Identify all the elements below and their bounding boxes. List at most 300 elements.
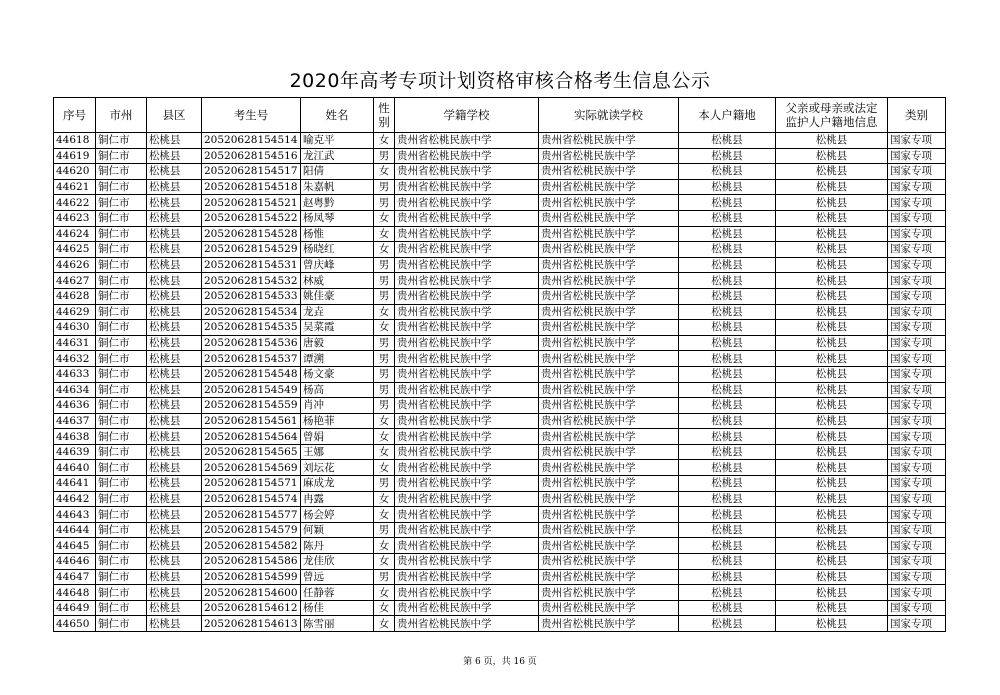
- cell-guardian-household: 松桃县: [776, 460, 888, 476]
- cell-category: 国家专项: [888, 335, 946, 351]
- cell-gender: 男: [374, 257, 395, 273]
- cell-index: 44643: [54, 507, 96, 523]
- cell-city: 铜仁市: [96, 351, 147, 367]
- cell-guardian-household: 松桃县: [776, 164, 888, 180]
- cell-index: 44619: [54, 148, 96, 164]
- cell-index: 44621: [54, 179, 96, 195]
- cell-own-household: 松桃县: [679, 320, 776, 336]
- cell-index: 44627: [54, 273, 96, 289]
- cell-index: 44620: [54, 164, 96, 180]
- cell-county: 松桃县: [147, 476, 202, 492]
- cell-name: 谭溯: [301, 351, 374, 367]
- cell-county: 松桃县: [147, 179, 202, 195]
- cell-city: 铜仁市: [96, 460, 147, 476]
- cell-index: 44632: [54, 351, 96, 367]
- cell-city: 铜仁市: [96, 257, 147, 273]
- cell-name: 麻成龙: [301, 476, 374, 492]
- cell-gender: 男: [374, 288, 395, 304]
- cell-county: 松桃县: [147, 429, 202, 445]
- cell-guardian-household: 松桃县: [776, 476, 888, 492]
- cell-city: 铜仁市: [96, 616, 147, 632]
- cell-actual-school: 贵州省松桃民族中学: [539, 585, 679, 601]
- cell-exam-number: 20520628154521: [202, 195, 301, 211]
- table-row: [54, 616, 946, 632]
- cell-category: 国家专项: [888, 398, 946, 414]
- cell-own-household: 松桃县: [679, 382, 776, 398]
- cell-index: 44638: [54, 429, 96, 445]
- cell-exam-number: 20520628154537: [202, 351, 301, 367]
- table-row: [54, 210, 946, 226]
- cell-county: 松桃县: [147, 133, 202, 149]
- cell-gender: 女: [374, 320, 395, 336]
- cell-city: 铜仁市: [96, 164, 147, 180]
- cell-city: 铜仁市: [96, 476, 147, 492]
- cell-index: 44618: [54, 133, 96, 149]
- cell-index: 44649: [54, 600, 96, 616]
- cell-registered-school: 贵州省松桃民族中学: [395, 179, 539, 195]
- cell-county: 松桃县: [147, 164, 202, 180]
- cell-guardian-household: 松桃县: [776, 382, 888, 398]
- cell-category: 国家专项: [888, 569, 946, 585]
- cell-gender: 女: [374, 444, 395, 460]
- cell-index: 44631: [54, 335, 96, 351]
- table-row: [54, 398, 946, 414]
- cell-exam-number: 20520628154533: [202, 288, 301, 304]
- cell-gender: 女: [374, 491, 395, 507]
- cell-category: 国家专项: [888, 476, 946, 492]
- cell-name: 肖冲: [301, 398, 374, 414]
- cell-gender: 女: [374, 133, 395, 149]
- cell-exam-number: 20520628154532: [202, 273, 301, 289]
- cell-name: 杨凤琴: [301, 210, 374, 226]
- page-title: 2020年高考专项计划资格审核合格考生信息公示: [289, 70, 711, 92]
- cell-category: 国家专项: [888, 148, 946, 164]
- cell-category: 国家专项: [888, 491, 946, 507]
- cell-gender: 男: [374, 179, 395, 195]
- cell-index: 44636: [54, 398, 96, 414]
- cell-city: 铜仁市: [96, 320, 147, 336]
- cell-exam-number: 20520628154565: [202, 444, 301, 460]
- cell-registered-school: 贵州省松桃民族中学: [395, 382, 539, 398]
- cell-county: 松桃县: [147, 257, 202, 273]
- cell-guardian-household: 松桃县: [776, 148, 888, 164]
- cell-index: 44637: [54, 413, 96, 429]
- table-row: [54, 320, 946, 336]
- cell-own-household: 松桃县: [679, 476, 776, 492]
- cell-name: 龙江武: [301, 148, 374, 164]
- header-row: [54, 98, 946, 133]
- cell-city: 铜仁市: [96, 522, 147, 538]
- cell-exam-number: 20520628154517: [202, 164, 301, 180]
- cell-actual-school: 贵州省松桃民族中学: [539, 320, 679, 336]
- cell-category: 国家专项: [888, 382, 946, 398]
- cell-category: 国家专项: [888, 366, 946, 382]
- cell-gender: 女: [374, 554, 395, 570]
- cell-exam-number: 20520628154531: [202, 257, 301, 273]
- cell-guardian-household: 松桃县: [776, 242, 888, 258]
- cell-gender: 男: [374, 382, 395, 398]
- cell-exam-number: 20520628154516: [202, 148, 301, 164]
- cell-actual-school: 贵州省松桃民族中学: [539, 351, 679, 367]
- cell-city: 铜仁市: [96, 335, 147, 351]
- table-row: [54, 460, 946, 476]
- cell-index: 44624: [54, 226, 96, 242]
- cell-county: 松桃县: [147, 616, 202, 632]
- col-header-city: 市州: [96, 98, 147, 133]
- table-row: [54, 133, 946, 149]
- cell-county: 松桃县: [147, 210, 202, 226]
- cell-guardian-household: 松桃县: [776, 522, 888, 538]
- cell-registered-school: 贵州省松桃民族中学: [395, 195, 539, 211]
- cell-county: 松桃县: [147, 335, 202, 351]
- cell-own-household: 松桃县: [679, 133, 776, 149]
- cell-guardian-household: 松桃县: [776, 133, 888, 149]
- cell-city: 铜仁市: [96, 273, 147, 289]
- table-row: [54, 273, 946, 289]
- cell-own-household: 松桃县: [679, 164, 776, 180]
- cell-exam-number: 20520628154579: [202, 522, 301, 538]
- cell-category: 国家专项: [888, 195, 946, 211]
- cell-category: 国家专项: [888, 351, 946, 367]
- col-header-own-household: 本人户籍地: [679, 98, 776, 133]
- cell-actual-school: 贵州省松桃民族中学: [539, 179, 679, 195]
- cell-name: 冉露: [301, 491, 374, 507]
- table-row: [54, 257, 946, 273]
- cell-guardian-household: 松桃县: [776, 226, 888, 242]
- cell-gender: 女: [374, 226, 395, 242]
- col-header-actual-school: 实际就读学校: [539, 98, 679, 133]
- table-row: [54, 538, 946, 554]
- cell-county: 松桃县: [147, 304, 202, 320]
- cell-category: 国家专项: [888, 429, 946, 445]
- cell-own-household: 松桃县: [679, 226, 776, 242]
- cell-guardian-household: 松桃县: [776, 398, 888, 414]
- cell-gender: 女: [374, 304, 395, 320]
- cell-county: 松桃县: [147, 554, 202, 570]
- cell-actual-school: 贵州省松桃民族中学: [539, 210, 679, 226]
- cell-name: 阳倩: [301, 164, 374, 180]
- cell-registered-school: 贵州省松桃民族中学: [395, 460, 539, 476]
- cell-category: 国家专项: [888, 226, 946, 242]
- cell-own-household: 松桃县: [679, 585, 776, 601]
- cell-own-household: 松桃县: [679, 148, 776, 164]
- cell-gender: 男: [374, 195, 395, 211]
- cell-county: 松桃县: [147, 413, 202, 429]
- cell-gender: 女: [374, 507, 395, 523]
- cell-city: 铜仁市: [96, 382, 147, 398]
- cell-exam-number: 20520628154528: [202, 226, 301, 242]
- cell-category: 国家专项: [888, 554, 946, 570]
- cell-actual-school: 贵州省松桃民族中学: [539, 226, 679, 242]
- cell-name: 龙佳欣: [301, 554, 374, 570]
- cell-registered-school: 贵州省松桃民族中学: [395, 242, 539, 258]
- table-row: [54, 476, 946, 492]
- cell-gender: 男: [374, 476, 395, 492]
- cell-registered-school: 贵州省松桃民族中学: [395, 320, 539, 336]
- cell-guardian-household: 松桃县: [776, 273, 888, 289]
- cell-guardian-household: 松桃县: [776, 320, 888, 336]
- cell-registered-school: 贵州省松桃民族中学: [395, 585, 539, 601]
- table-row: [54, 164, 946, 180]
- col-header-guardian-household: 父亲或母亲或法定监护人户籍地信息: [776, 98, 888, 133]
- cell-own-household: 松桃县: [679, 554, 776, 570]
- col-header-category: 类别: [888, 98, 946, 133]
- cell-city: 铜仁市: [96, 413, 147, 429]
- cell-registered-school: 贵州省松桃民族中学: [395, 522, 539, 538]
- cell-own-household: 松桃县: [679, 195, 776, 211]
- cell-actual-school: 贵州省松桃民族中学: [539, 413, 679, 429]
- cell-county: 松桃县: [147, 507, 202, 523]
- cell-actual-school: 贵州省松桃民族中学: [539, 616, 679, 632]
- cell-name: 曾庆峰: [301, 257, 374, 273]
- cell-city: 铜仁市: [96, 288, 147, 304]
- cell-gender: 男: [374, 351, 395, 367]
- cell-category: 国家专项: [888, 242, 946, 258]
- cell-own-household: 松桃县: [679, 210, 776, 226]
- cell-name: 曾远: [301, 569, 374, 585]
- cell-gender: 男: [374, 366, 395, 382]
- cell-gender: 女: [374, 429, 395, 445]
- cell-own-household: 松桃县: [679, 444, 776, 460]
- cell-actual-school: 贵州省松桃民族中学: [539, 288, 679, 304]
- cell-city: 铜仁市: [96, 304, 147, 320]
- cell-index: 44646: [54, 554, 96, 570]
- cell-registered-school: 贵州省松桃民族中学: [395, 476, 539, 492]
- cell-index: 44622: [54, 195, 96, 211]
- table-row: [54, 382, 946, 398]
- cell-actual-school: 贵州省松桃民族中学: [539, 366, 679, 382]
- cell-name: 林威: [301, 273, 374, 289]
- cell-category: 国家专项: [888, 288, 946, 304]
- cell-county: 松桃县: [147, 382, 202, 398]
- cell-exam-number: 20520628154600: [202, 585, 301, 601]
- cell-guardian-household: 松桃县: [776, 210, 888, 226]
- cell-exam-number: 20520628154549: [202, 382, 301, 398]
- cell-own-household: 松桃县: [679, 600, 776, 616]
- cell-registered-school: 贵州省松桃民族中学: [395, 444, 539, 460]
- cell-index: 44626: [54, 257, 96, 273]
- cell-index: 44650: [54, 616, 96, 632]
- cell-name: 杨艳菲: [301, 413, 374, 429]
- cell-index: 44647: [54, 569, 96, 585]
- table-row: [54, 351, 946, 367]
- cell-registered-school: 贵州省松桃民族中学: [395, 429, 539, 445]
- cell-guardian-household: 松桃县: [776, 554, 888, 570]
- cell-name: 龙垚: [301, 304, 374, 320]
- cell-index: 44633: [54, 366, 96, 382]
- cell-gender: 男: [374, 335, 395, 351]
- cell-own-household: 松桃县: [679, 538, 776, 554]
- cell-county: 松桃县: [147, 569, 202, 585]
- cell-county: 松桃县: [147, 538, 202, 554]
- cell-own-household: 松桃县: [679, 522, 776, 538]
- table-row: [54, 522, 946, 538]
- cell-guardian-household: 松桃县: [776, 335, 888, 351]
- cell-actual-school: 贵州省松桃民族中学: [539, 164, 679, 180]
- table-row: [54, 600, 946, 616]
- cell-gender: 男: [374, 398, 395, 414]
- cell-category: 国家专项: [888, 600, 946, 616]
- cell-guardian-household: 松桃县: [776, 429, 888, 445]
- cell-exam-number: 20520628154564: [202, 429, 301, 445]
- candidate-table: [53, 97, 946, 632]
- cell-county: 松桃县: [147, 600, 202, 616]
- table-row: [54, 179, 946, 195]
- cell-city: 铜仁市: [96, 195, 147, 211]
- cell-county: 松桃县: [147, 242, 202, 258]
- cell-registered-school: 贵州省松桃民族中学: [395, 226, 539, 242]
- table-row: [54, 366, 946, 382]
- cell-gender: 男: [374, 522, 395, 538]
- cell-county: 松桃县: [147, 288, 202, 304]
- cell-registered-school: 贵州省松桃民族中学: [395, 273, 539, 289]
- cell-exam-number: 20520628154561: [202, 413, 301, 429]
- cell-name: 朱嘉帆: [301, 179, 374, 195]
- table-row: [54, 444, 946, 460]
- cell-exam-number: 20520628154529: [202, 242, 301, 258]
- cell-actual-school: 贵州省松桃民族中学: [539, 569, 679, 585]
- cell-own-household: 松桃县: [679, 429, 776, 445]
- cell-guardian-household: 松桃县: [776, 444, 888, 460]
- cell-name: 杨会婷: [301, 507, 374, 523]
- cell-exam-number: 20520628154612: [202, 600, 301, 616]
- cell-name: 吴菜霞: [301, 320, 374, 336]
- cell-category: 国家专项: [888, 320, 946, 336]
- cell-actual-school: 贵州省松桃民族中学: [539, 335, 679, 351]
- cell-registered-school: 贵州省松桃民族中学: [395, 413, 539, 429]
- table-row: [54, 335, 946, 351]
- cell-index: 44628: [54, 288, 96, 304]
- cell-category: 国家专项: [888, 460, 946, 476]
- cell-city: 铜仁市: [96, 554, 147, 570]
- cell-guardian-household: 松桃县: [776, 195, 888, 211]
- cell-county: 松桃县: [147, 273, 202, 289]
- cell-own-household: 松桃县: [679, 335, 776, 351]
- cell-name: 任静蓉: [301, 585, 374, 601]
- table-row: [54, 491, 946, 507]
- cell-exam-number: 20520628154536: [202, 335, 301, 351]
- cell-county: 松桃县: [147, 195, 202, 211]
- table-row: [54, 304, 946, 320]
- cell-exam-number: 20520628154514: [202, 133, 301, 149]
- cell-guardian-household: 松桃县: [776, 288, 888, 304]
- cell-guardian-household: 松桃县: [776, 304, 888, 320]
- cell-index: 44629: [54, 304, 96, 320]
- table-row: [54, 288, 946, 304]
- cell-exam-number: 20520628154522: [202, 210, 301, 226]
- cell-own-household: 松桃县: [679, 351, 776, 367]
- cell-gender: 女: [374, 600, 395, 616]
- cell-name: 姚佳豪: [301, 288, 374, 304]
- cell-gender: 女: [374, 460, 395, 476]
- table-row: [54, 585, 946, 601]
- cell-registered-school: 贵州省松桃民族中学: [395, 616, 539, 632]
- table-row: [54, 554, 946, 570]
- cell-index: 44634: [54, 382, 96, 398]
- cell-actual-school: 贵州省松桃民族中学: [539, 273, 679, 289]
- cell-registered-school: 贵州省松桃民族中学: [395, 351, 539, 367]
- cell-own-household: 松桃县: [679, 616, 776, 632]
- cell-registered-school: 贵州省松桃民族中学: [395, 569, 539, 585]
- cell-gender: 女: [374, 616, 395, 632]
- cell-name: 喻克平: [301, 133, 374, 149]
- cell-guardian-household: 松桃县: [776, 179, 888, 195]
- cell-exam-number: 20520628154577: [202, 507, 301, 523]
- table-row: [54, 429, 946, 445]
- cell-own-household: 松桃县: [679, 179, 776, 195]
- cell-category: 国家专项: [888, 413, 946, 429]
- cell-gender: 男: [374, 569, 395, 585]
- cell-registered-school: 贵州省松桃民族中学: [395, 288, 539, 304]
- cell-index: 44644: [54, 522, 96, 538]
- cell-registered-school: 贵州省松桃民族中学: [395, 600, 539, 616]
- cell-actual-school: 贵州省松桃民族中学: [539, 304, 679, 320]
- cell-index: 44630: [54, 320, 96, 336]
- cell-county: 松桃县: [147, 398, 202, 414]
- col-header-exam-number: 考生号: [202, 98, 301, 133]
- cell-county: 松桃县: [147, 460, 202, 476]
- cell-name: 陈丹: [301, 538, 374, 554]
- cell-own-household: 松桃县: [679, 288, 776, 304]
- cell-city: 铜仁市: [96, 444, 147, 460]
- cell-city: 铜仁市: [96, 179, 147, 195]
- cell-exam-number: 20520628154599: [202, 569, 301, 585]
- table-row: [54, 242, 946, 258]
- cell-category: 国家专项: [888, 616, 946, 632]
- cell-category: 国家专项: [888, 210, 946, 226]
- cell-registered-school: 贵州省松桃民族中学: [395, 133, 539, 149]
- cell-city: 铜仁市: [96, 398, 147, 414]
- cell-own-household: 松桃县: [679, 257, 776, 273]
- cell-gender: 女: [374, 538, 395, 554]
- col-header-registered-school: 学籍学校: [395, 98, 539, 133]
- cell-actual-school: 贵州省松桃民族中学: [539, 522, 679, 538]
- col-header-county: 县区: [147, 98, 202, 133]
- cell-city: 铜仁市: [96, 538, 147, 554]
- cell-gender: 女: [374, 413, 395, 429]
- cell-category: 国家专项: [888, 273, 946, 289]
- cell-category: 国家专项: [888, 304, 946, 320]
- cell-registered-school: 贵州省松桃民族中学: [395, 507, 539, 523]
- cell-own-household: 松桃县: [679, 242, 776, 258]
- table-row: [54, 569, 946, 585]
- cell-name: 杨文豪: [301, 366, 374, 382]
- cell-registered-school: 贵州省松桃民族中学: [395, 257, 539, 273]
- cell-county: 松桃县: [147, 522, 202, 538]
- cell-own-household: 松桃县: [679, 398, 776, 414]
- cell-city: 铜仁市: [96, 210, 147, 226]
- cell-own-household: 松桃县: [679, 413, 776, 429]
- cell-actual-school: 贵州省松桃民族中学: [539, 460, 679, 476]
- cell-exam-number: 20520628154582: [202, 538, 301, 554]
- cell-guardian-household: 松桃县: [776, 257, 888, 273]
- cell-guardian-household: 松桃县: [776, 351, 888, 367]
- cell-registered-school: 贵州省松桃民族中学: [395, 538, 539, 554]
- cell-actual-school: 贵州省松桃民族中学: [539, 382, 679, 398]
- cell-category: 国家专项: [888, 179, 946, 195]
- cell-index: 44648: [54, 585, 96, 601]
- cell-own-household: 松桃县: [679, 366, 776, 382]
- cell-gender: 男: [374, 273, 395, 289]
- table-row: [54, 413, 946, 429]
- cell-city: 铜仁市: [96, 226, 147, 242]
- cell-city: 铜仁市: [96, 600, 147, 616]
- cell-gender: 女: [374, 210, 395, 226]
- cell-exam-number: 20520628154574: [202, 491, 301, 507]
- cell-own-household: 松桃县: [679, 491, 776, 507]
- cell-category: 国家专项: [888, 444, 946, 460]
- cell-name: 曾娟: [301, 429, 374, 445]
